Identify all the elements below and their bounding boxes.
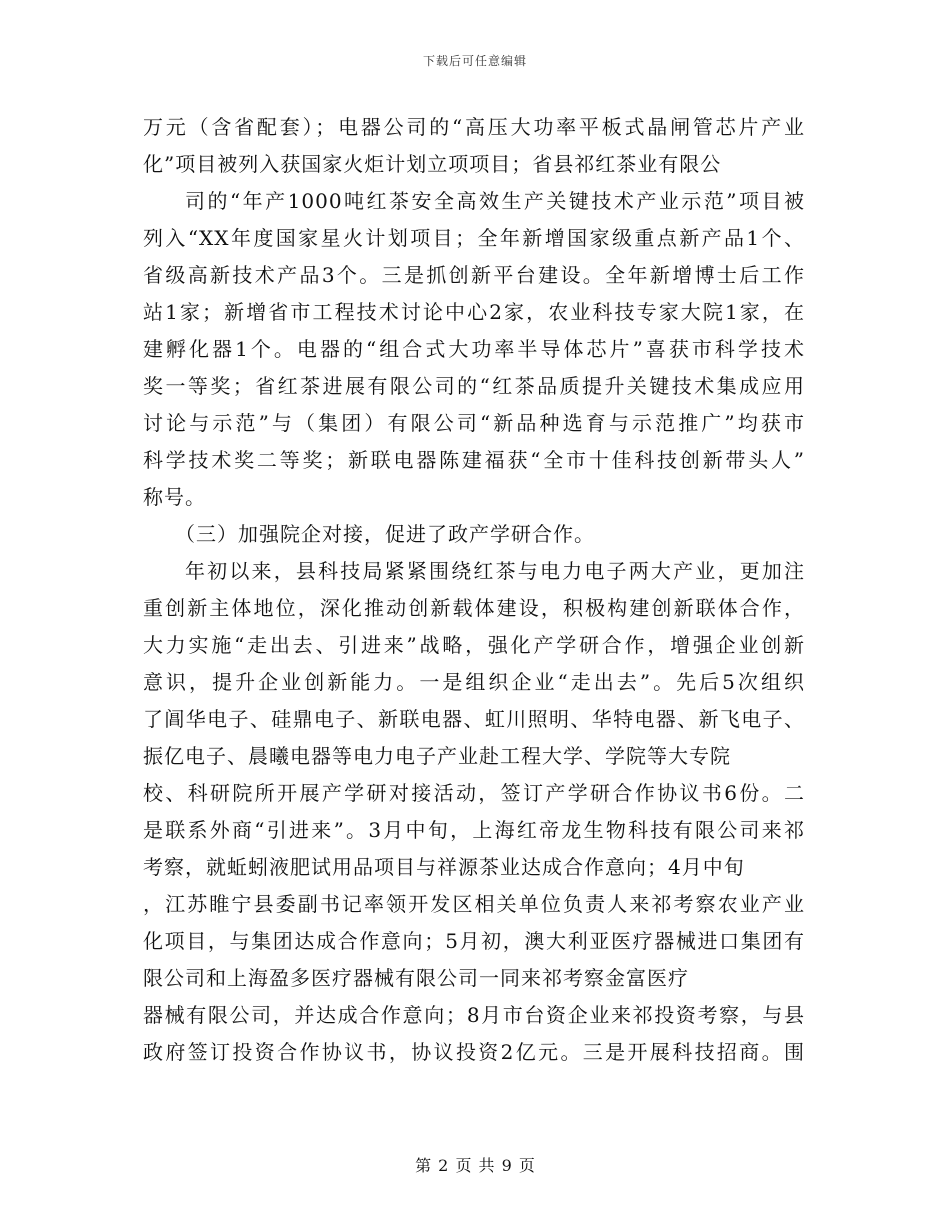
- text-line: 列入“XX年度国家星火计划项目；全年新增国家级重点新产品1个、: [143, 226, 805, 250]
- text-line: 建孵化器1个。电器的“组合式大功率半导体芯片”喜获市科学技术: [143, 337, 805, 361]
- text-line: 重创新主体地位，深化推动创新载体建设，积极构建创新联体合作，: [143, 596, 805, 620]
- text-line: 讨论与示范”与（集团）有限公司“新品种选育与示范推广”均获市: [143, 411, 805, 435]
- text-line: 了阊华电子、硅鼎电子、新联电器、虹川照明、华特电器、新飞电子、: [143, 707, 805, 731]
- text-line: 限公司和上海盈多医疗器械有限公司一同来祁考察金富医疗: [143, 966, 689, 990]
- section-heading: （三）加强院企对接，促进了政产学研合作。: [175, 522, 595, 546]
- text-line: 司的“年产1000吨红茶安全高效生产关键技术产业示范”项目被: [185, 189, 805, 213]
- text-line: 化”项目被列入获国家火炬计划立项项目；省县祁红茶业有限公: [143, 152, 722, 176]
- text-line: 科学技术奖二等奖；新联电器陈建福获“全市十佳科技创新带头人”: [143, 448, 805, 472]
- text-line: 化项目，与集团达成合作意向；5月初，澳大利亚医疗器械进口集团有: [143, 929, 805, 953]
- text-line: 万元（含省配套）；电器公司的“高压大功率平板式晶闸管芯片产业: [143, 115, 805, 139]
- text-line: 振亿电子、晨曦电器等电力电子产业赴工程大学、学院等大专院: [143, 744, 731, 768]
- text-line: 奖一等奖；省红茶进展有限公司的“红茶品质提升关键技术集成应用: [143, 374, 805, 398]
- text-line: 考察，就蚯蚓液肥试用品项目与祥源茶业达成合作意向；4月中旬: [143, 855, 745, 879]
- text-line: 站1家；新增省市工程技术讨论中心2家，农业科技专家大院1家，在: [143, 300, 805, 324]
- text-line: 器械有限公司，并达成合作意向；8月市台资企业来祁投资考察，与县: [143, 1003, 805, 1027]
- text-line: 校、科研院所开展产学研对接活动，签订产学研合作协议书6份。二: [143, 781, 805, 805]
- text-line: 是联系外商“引进来”。3月中旬，上海红帝龙生物科技有限公司来祁: [143, 818, 805, 842]
- text-line: 称号。: [143, 485, 206, 509]
- text-line: 政府签订投资合作协议书，协议投资2亿元。三是开展科技招商。围: [143, 1040, 805, 1064]
- document-body: [143, 109, 805, 1071]
- text-line: ，江苏睢宁县委副书记率领开发区相关单位负责人来祁考察农业产业: [143, 892, 805, 916]
- text-line: 意识，提升企业创新能力。一是组织企业“走出去”。先后5次组织: [143, 670, 805, 694]
- text-line: 省级高新技术产品3个。三是抓创新平台建设。全年新增博士后工作: [143, 263, 805, 287]
- text-line: 年初以来，县科技局紧紧围绕红茶与电力电子两大产业，更加注: [185, 559, 805, 583]
- page-number: 第 2 页 共 9 页: [415, 1156, 535, 1175]
- page-header: 下载后可任意编辑: [422, 54, 527, 68]
- text-line: 大力实施“走出去、引进来”战略，强化产学研合作，增强企业创新: [143, 633, 805, 657]
